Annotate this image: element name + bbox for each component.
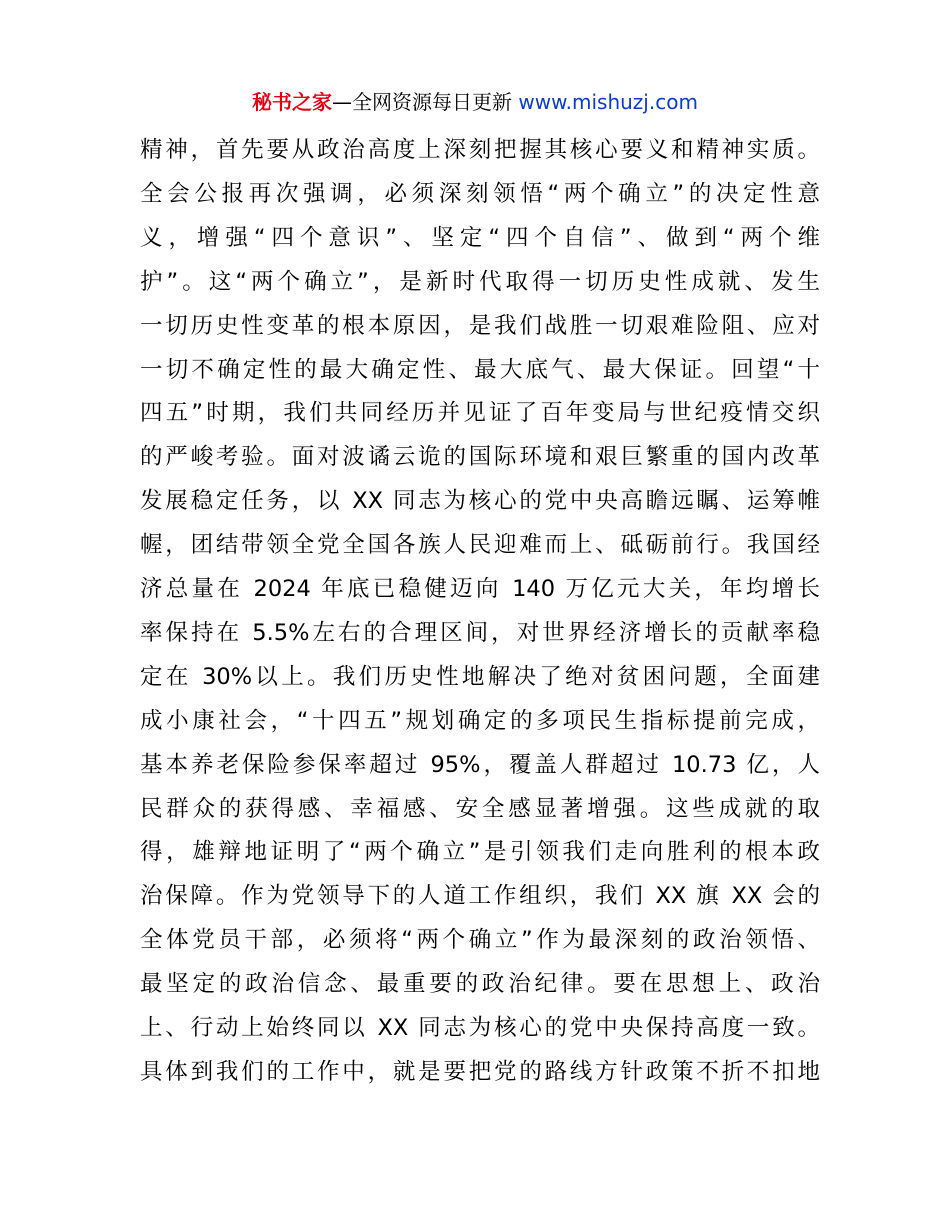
body-line: 成小康社会，“十四五”规划确定的多项民生指标提前完成， [140,707,820,734]
body-line: 护”。这“两个确立”，是新时代取得一切历史性成就、发生 [140,268,820,295]
body-line: 全会公报再次强调，必须深刻领悟“两个确立”的决定性意 [140,180,820,207]
body-line: 四五”时期，我们共同经历并见证了百年变局与世纪疫情交织 [140,400,820,427]
body-line: 具体到我们的工作中，就是要把党的路线方针政策不折不扣地 [140,1058,820,1085]
page-header [0,88,950,116]
body-line: 全体党员干部，必须将“两个确立”作为最深刻的政治领悟、 [140,927,820,954]
header-separator: — [332,90,353,114]
body-line: 幄，团结带领全党全国各族人民迎难而上、砥砺前行。我国经 [140,532,820,559]
body-line: 最坚定的政治信念、最重要的政治纪律。要在思想上、政治 [140,971,820,998]
body-line: 义，增强“四个意识”、坚定“四个自信”、做到“两个维 [140,224,820,251]
body-line: 定在 30%以上。我们历史性地解决了绝对贫困问题，全面建 [140,663,820,690]
site-url-link[interactable]: www.mishuzj.com [518,90,698,114]
body-line: 一切不确定性的最大确定性、最大底气、最大保证。回望“十 [140,356,820,383]
body-line: 得，雄辩地证明了“两个确立”是引领我们走向胜利的根本政 [140,839,820,866]
body-line: 的严峻考验。面对波谲云诡的国际环境和艰巨繁重的国内改革 [140,444,820,471]
body-line: 率保持在 5.5%左右的合理区间，对世界经济增长的贡献率稳 [140,619,820,646]
body-line: 上、行动上始终同以 XX 同志为核心的党中央保持高度一致。 [140,1015,820,1041]
header-tagline: 全网资源每日更新 [352,90,513,114]
brand-name: 秘书之家 [252,90,333,114]
body-line: 发展稳定任务，以 XX 同志为核心的党中央高瞻远瞩、运筹帷 [140,488,820,515]
body-line: 一切历史性变革的根本原因，是我们战胜一切艰难险阻、应对 [140,312,820,339]
body-line: 民群众的获得感、幸福感、安全感显著增强。这些成就的取 [140,795,820,822]
body-line: 治保障。作为党领导下的人道工作组织，我们 XX 旗 XX 会的 [140,883,820,910]
body-line: 济总量在 2024 年底已稳健迈向 140 万亿元大关，年均增长 [140,576,820,602]
body-line: 基本养老保险参保率超过 95%，覆盖人群超过 10.73 亿，人 [140,751,820,778]
body-line: 精神，首先要从政治高度上深刻把握其核心要义和精神实质。 [140,137,820,163]
